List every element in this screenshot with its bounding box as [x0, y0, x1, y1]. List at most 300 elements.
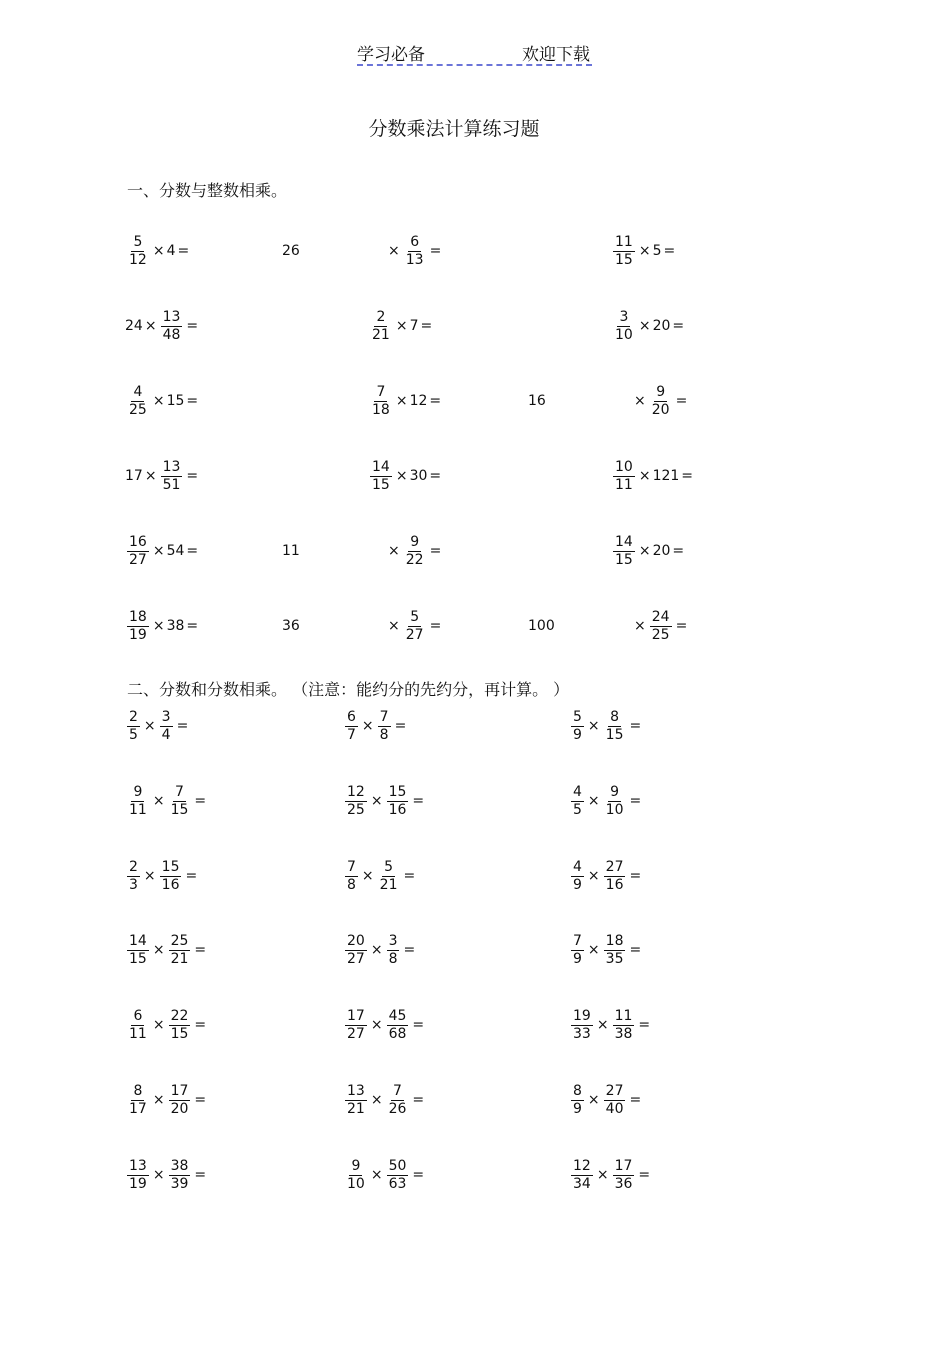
- numerator: 3: [388, 932, 398, 949]
- equals-sign: =: [629, 718, 642, 734]
- denominator: 11: [615, 476, 633, 493]
- problem: [569, 1152, 652, 1198]
- numerator: 11: [615, 233, 633, 250]
- denominator: 16: [388, 801, 407, 818]
- numerator: 18: [605, 932, 624, 949]
- denominator: 27: [405, 626, 424, 643]
- problem: [125, 453, 200, 499]
- times-sign: ×: [370, 1167, 383, 1183]
- denominator: 34: [573, 1175, 591, 1192]
- numerator: 7: [379, 708, 389, 725]
- denominator: 15: [605, 726, 624, 743]
- times-sign: ×: [361, 718, 374, 734]
- problem: [611, 453, 695, 499]
- equals-sign: =: [194, 1092, 207, 1108]
- denominator: 19: [129, 626, 147, 643]
- times-sign: ×: [361, 868, 374, 884]
- denominator: 16: [605, 876, 624, 893]
- fraction: [127, 534, 149, 569]
- denominator: 15: [615, 251, 633, 268]
- denominator: 9: [573, 1100, 582, 1117]
- problem: [611, 303, 686, 349]
- fraction: [571, 709, 584, 744]
- times-sign: ×: [388, 543, 400, 559]
- denominator: 17: [129, 1100, 147, 1117]
- integer-factor: 15: [166, 393, 185, 409]
- numerator: 13: [162, 308, 181, 325]
- times-sign: ×: [152, 793, 165, 809]
- integer-factor: 121: [652, 468, 680, 484]
- numerator: 45: [388, 1007, 407, 1024]
- page-header: [357, 40, 592, 66]
- integer-factor: 16: [528, 393, 546, 409]
- fraction: [127, 1083, 149, 1118]
- denominator: 8: [379, 726, 389, 743]
- equals-sign: =: [429, 468, 442, 484]
- numerator: 5: [133, 233, 143, 250]
- numerator: 12: [573, 1157, 591, 1174]
- denominator: 15: [170, 801, 189, 818]
- denominator: 25: [651, 626, 670, 643]
- numerator: 17: [347, 1007, 365, 1024]
- equals-sign: =: [675, 393, 688, 409]
- denominator: 8: [347, 876, 356, 893]
- denominator: 48: [162, 326, 181, 343]
- page-title: 分数乘法计算练习题: [368, 118, 540, 140]
- fraction: [613, 1158, 635, 1193]
- problem: [632, 378, 689, 424]
- fraction: [160, 709, 173, 744]
- denominator: 12: [129, 251, 147, 268]
- fraction: [169, 933, 191, 968]
- denominator: 18: [372, 401, 390, 418]
- numerator: 4: [573, 858, 582, 875]
- numerator: 16: [129, 533, 147, 550]
- denominator: 36: [614, 1175, 633, 1192]
- denominator: 27: [347, 1025, 365, 1042]
- numerator: 18: [129, 608, 147, 625]
- denominator: 22: [405, 551, 424, 568]
- problem: [125, 228, 191, 274]
- problem: [125, 703, 190, 749]
- integer-factor: 26: [282, 243, 300, 259]
- numerator: 8: [610, 708, 620, 725]
- problem: [569, 927, 643, 973]
- fraction: [127, 1158, 149, 1193]
- equals-sign: =: [429, 243, 442, 259]
- problem: [125, 303, 200, 349]
- denominator: 10: [615, 326, 633, 343]
- numerator: 13: [347, 1082, 365, 1099]
- denominator: 11: [129, 801, 147, 818]
- numerator: 5: [410, 608, 420, 625]
- fraction: [378, 859, 400, 894]
- fraction: [387, 784, 409, 819]
- problem: [343, 1077, 426, 1123]
- denominator: 11: [129, 1025, 147, 1042]
- times-sign: ×: [152, 618, 165, 634]
- numerator: 6: [133, 1007, 143, 1024]
- equals-sign: =: [675, 618, 688, 634]
- problem: [632, 603, 689, 649]
- denominator: 21: [347, 1100, 365, 1117]
- fraction: [345, 933, 367, 968]
- denominator: 3: [129, 876, 138, 893]
- fraction: [127, 859, 140, 894]
- problem: [125, 378, 200, 424]
- numerator: 14: [372, 458, 390, 475]
- denominator: 19: [129, 1175, 147, 1192]
- numerator: 4: [133, 383, 143, 400]
- equals-sign: =: [186, 468, 199, 484]
- numerator: 50: [388, 1157, 407, 1174]
- fraction: [345, 859, 358, 894]
- equals-sign: =: [629, 868, 642, 884]
- equals-sign: =: [629, 1092, 642, 1108]
- times-sign: ×: [144, 468, 157, 484]
- denominator: 15: [615, 551, 633, 568]
- problem: [368, 303, 434, 349]
- problem: [569, 853, 643, 899]
- equals-sign: =: [176, 718, 189, 734]
- header-left-text: 学习必备: [357, 45, 425, 65]
- problem: [125, 778, 208, 824]
- fraction: [613, 534, 635, 569]
- numerator: 27: [605, 1082, 624, 1099]
- times-sign: ×: [395, 318, 408, 334]
- problem: [611, 528, 686, 574]
- times-sign: ×: [587, 868, 600, 884]
- denominator: 25: [129, 401, 147, 418]
- denominator: 8: [388, 950, 398, 967]
- fraction: [169, 1008, 191, 1043]
- numerator: 25: [170, 932, 189, 949]
- problem: [125, 528, 200, 574]
- problem: [569, 703, 643, 749]
- numerator: 17: [614, 1157, 633, 1174]
- equals-sign: =: [186, 543, 199, 559]
- fraction: [650, 609, 672, 644]
- numerator: 13: [162, 458, 181, 475]
- equals-sign: =: [412, 793, 425, 809]
- numerator: 3: [161, 708, 171, 725]
- equals-sign: =: [403, 868, 416, 884]
- equals-sign: =: [194, 1167, 207, 1183]
- times-sign: ×: [395, 393, 408, 409]
- denominator: 35: [605, 950, 624, 967]
- equals-sign: =: [672, 543, 685, 559]
- numerator: 2: [129, 708, 138, 725]
- denominator: 15: [170, 1025, 189, 1042]
- denominator: 7: [347, 726, 356, 743]
- denominator: 9: [573, 950, 582, 967]
- equals-sign: =: [638, 1167, 651, 1183]
- times-sign: ×: [144, 318, 157, 334]
- fraction: [345, 1083, 367, 1118]
- times-sign: ×: [370, 793, 383, 809]
- numerator: 38: [170, 1157, 189, 1174]
- numerator: 7: [347, 858, 356, 875]
- fraction: [571, 1158, 593, 1193]
- fraction: [571, 1008, 593, 1043]
- integer-factor: 38: [166, 618, 185, 634]
- fraction: [370, 459, 392, 494]
- problem: [343, 927, 417, 973]
- equals-sign: =: [429, 393, 442, 409]
- integer-factor: 20: [652, 318, 671, 334]
- problem: [569, 1002, 652, 1048]
- fraction: [169, 1158, 191, 1193]
- problem: [125, 1077, 208, 1123]
- denominator: 68: [388, 1025, 407, 1042]
- numerator: 9: [410, 533, 420, 550]
- fraction: [161, 459, 183, 494]
- numerator: 17: [170, 1082, 189, 1099]
- section1-heading: 一、分数与整数相乘。: [127, 181, 288, 200]
- numerator: 7: [376, 383, 386, 400]
- times-sign: ×: [587, 718, 600, 734]
- fraction: [404, 534, 426, 569]
- times-sign: ×: [587, 942, 600, 958]
- numerator: 4: [573, 783, 582, 800]
- integer-factor: 54: [166, 543, 185, 559]
- times-sign: ×: [638, 468, 651, 484]
- fraction: [160, 859, 182, 894]
- fraction: [127, 933, 149, 968]
- integer-factor: 7: [409, 318, 419, 334]
- numerator: 27: [605, 858, 624, 875]
- fraction: [387, 1158, 409, 1193]
- denominator: 20: [651, 401, 670, 418]
- equals-sign: =: [429, 543, 442, 559]
- numerator: 8: [573, 1082, 582, 1099]
- equals-sign: =: [429, 618, 442, 634]
- denominator: 33: [573, 1025, 591, 1042]
- fraction: [604, 933, 626, 968]
- numerator: 2: [129, 858, 138, 875]
- integer-factor: 17: [125, 468, 143, 484]
- equals-sign: =: [194, 942, 207, 958]
- denominator: 10: [605, 801, 624, 818]
- denominator: 27: [129, 551, 147, 568]
- numerator: 22: [170, 1007, 189, 1024]
- problem: [611, 228, 677, 274]
- times-sign: ×: [152, 1017, 165, 1033]
- denominator: 15: [372, 476, 390, 493]
- problem: [343, 703, 408, 749]
- equals-sign: =: [394, 718, 407, 734]
- fraction: [387, 1083, 409, 1118]
- fraction: [387, 1008, 409, 1043]
- denominator: 20: [170, 1100, 189, 1117]
- denominator: 16: [161, 876, 180, 893]
- equals-sign: =: [663, 243, 676, 259]
- fraction: [604, 784, 626, 819]
- times-sign: ×: [638, 243, 651, 259]
- numerator: 2: [376, 308, 386, 325]
- numerator: 9: [133, 783, 143, 800]
- denominator: 5: [573, 801, 582, 818]
- fraction: [613, 309, 635, 344]
- numerator: 13: [129, 1157, 147, 1174]
- fraction: [387, 933, 400, 968]
- fraction: [571, 784, 584, 819]
- fraction: [127, 1008, 149, 1043]
- numerator: 12: [347, 783, 365, 800]
- times-sign: ×: [388, 243, 400, 259]
- integer-factor: 36: [282, 618, 300, 634]
- equals-sign: =: [629, 793, 642, 809]
- header-right-text: 欢迎下载: [522, 45, 590, 65]
- problem: [368, 378, 443, 424]
- numerator: 6: [347, 708, 356, 725]
- problem: [125, 853, 199, 899]
- numerator: 15: [388, 783, 407, 800]
- fraction: [650, 384, 672, 419]
- times-sign: ×: [395, 468, 408, 484]
- problem: [125, 1002, 208, 1048]
- times-sign: ×: [152, 942, 165, 958]
- problem: [125, 927, 208, 973]
- fraction: [378, 709, 391, 744]
- times-sign: ×: [596, 1167, 609, 1183]
- problem: [368, 453, 443, 499]
- equals-sign: =: [186, 318, 199, 334]
- equals-sign: =: [186, 393, 199, 409]
- times-sign: ×: [143, 868, 156, 884]
- times-sign: ×: [634, 618, 646, 634]
- numerator: 6: [410, 233, 420, 250]
- fraction: [613, 1008, 635, 1043]
- fraction: [345, 1158, 367, 1193]
- equals-sign: =: [681, 468, 694, 484]
- integer-factor: 5: [652, 243, 662, 259]
- denominator: 21: [372, 326, 390, 343]
- denominator: 27: [347, 950, 365, 967]
- times-sign: ×: [587, 793, 600, 809]
- times-sign: ×: [638, 318, 651, 334]
- numerator: 5: [384, 858, 394, 875]
- numerator: 7: [573, 932, 582, 949]
- fraction: [604, 1083, 626, 1118]
- problem: [343, 1152, 426, 1198]
- times-sign: ×: [596, 1017, 609, 1033]
- equals-sign: =: [194, 793, 207, 809]
- equals-sign: =: [412, 1167, 425, 1183]
- fraction: [169, 784, 191, 819]
- section2-heading: 二、分数和分数相乘。 （注意：能约分的先约分，再计算。 ）: [127, 680, 570, 699]
- problem: [343, 853, 417, 899]
- numerator: 9: [610, 783, 620, 800]
- fraction: [571, 1083, 584, 1118]
- denominator: 39: [170, 1175, 189, 1192]
- fraction: [370, 384, 392, 419]
- problem: [125, 603, 200, 649]
- denominator: 38: [614, 1025, 633, 1042]
- equals-sign: =: [672, 318, 685, 334]
- fraction: [604, 709, 626, 744]
- numerator: 24: [651, 608, 670, 625]
- numerator: 9: [656, 383, 666, 400]
- integer-factor: 4: [166, 243, 176, 259]
- problem: [125, 1152, 208, 1198]
- denominator: 25: [347, 801, 365, 818]
- numerator: 8: [133, 1082, 143, 1099]
- times-sign: ×: [152, 543, 165, 559]
- integer-factor: 24: [125, 318, 143, 334]
- problem: [569, 1077, 643, 1123]
- problem: [343, 778, 426, 824]
- problem: [343, 1002, 426, 1048]
- integer-factor: 20: [652, 543, 671, 559]
- fraction: [404, 234, 426, 269]
- fraction: [345, 784, 367, 819]
- equals-sign: =: [629, 942, 642, 958]
- numerator: 11: [614, 1007, 633, 1024]
- fraction: [345, 709, 358, 744]
- denominator: 40: [605, 1100, 624, 1117]
- integer-factor: 30: [409, 468, 428, 484]
- numerator: 14: [615, 533, 633, 550]
- integer-factor: 100: [528, 618, 555, 634]
- numerator: 10: [615, 458, 633, 475]
- equals-sign: =: [638, 1017, 651, 1033]
- numerator: 9: [351, 1157, 361, 1174]
- times-sign: ×: [634, 393, 646, 409]
- equals-sign: =: [177, 243, 190, 259]
- fraction: [604, 859, 626, 894]
- times-sign: ×: [370, 1017, 383, 1033]
- times-sign: ×: [152, 243, 165, 259]
- numerator: 5: [573, 708, 582, 725]
- times-sign: ×: [370, 1092, 383, 1108]
- denominator: 26: [388, 1100, 407, 1117]
- equals-sign: =: [403, 942, 416, 958]
- numerator: 3: [619, 308, 629, 325]
- fraction: [613, 234, 635, 269]
- denominator: 9: [573, 726, 582, 743]
- fraction: [345, 1008, 367, 1043]
- fraction: [370, 309, 392, 344]
- fraction: [571, 933, 584, 968]
- equals-sign: =: [412, 1092, 425, 1108]
- fraction: [404, 609, 426, 644]
- fraction: [127, 384, 149, 419]
- numerator: 15: [161, 858, 180, 875]
- numerator: 19: [573, 1007, 591, 1024]
- times-sign: ×: [152, 1092, 165, 1108]
- fraction: [169, 1083, 191, 1118]
- denominator: 21: [379, 876, 398, 893]
- equals-sign: =: [412, 1017, 425, 1033]
- problem: [386, 528, 443, 574]
- denominator: 63: [388, 1175, 407, 1192]
- times-sign: ×: [152, 1167, 165, 1183]
- fraction: [127, 234, 149, 269]
- fraction: [571, 859, 584, 894]
- fraction: [161, 309, 183, 344]
- denominator: 51: [162, 476, 181, 493]
- denominator: 13: [405, 251, 424, 268]
- times-sign: ×: [638, 543, 651, 559]
- numerator: 14: [129, 932, 147, 949]
- numerator: 7: [175, 783, 184, 800]
- problem: [386, 603, 443, 649]
- equals-sign: =: [194, 1017, 207, 1033]
- denominator: 9: [573, 876, 582, 893]
- integer-factor: 11: [282, 543, 300, 559]
- numerator: 20: [347, 932, 365, 949]
